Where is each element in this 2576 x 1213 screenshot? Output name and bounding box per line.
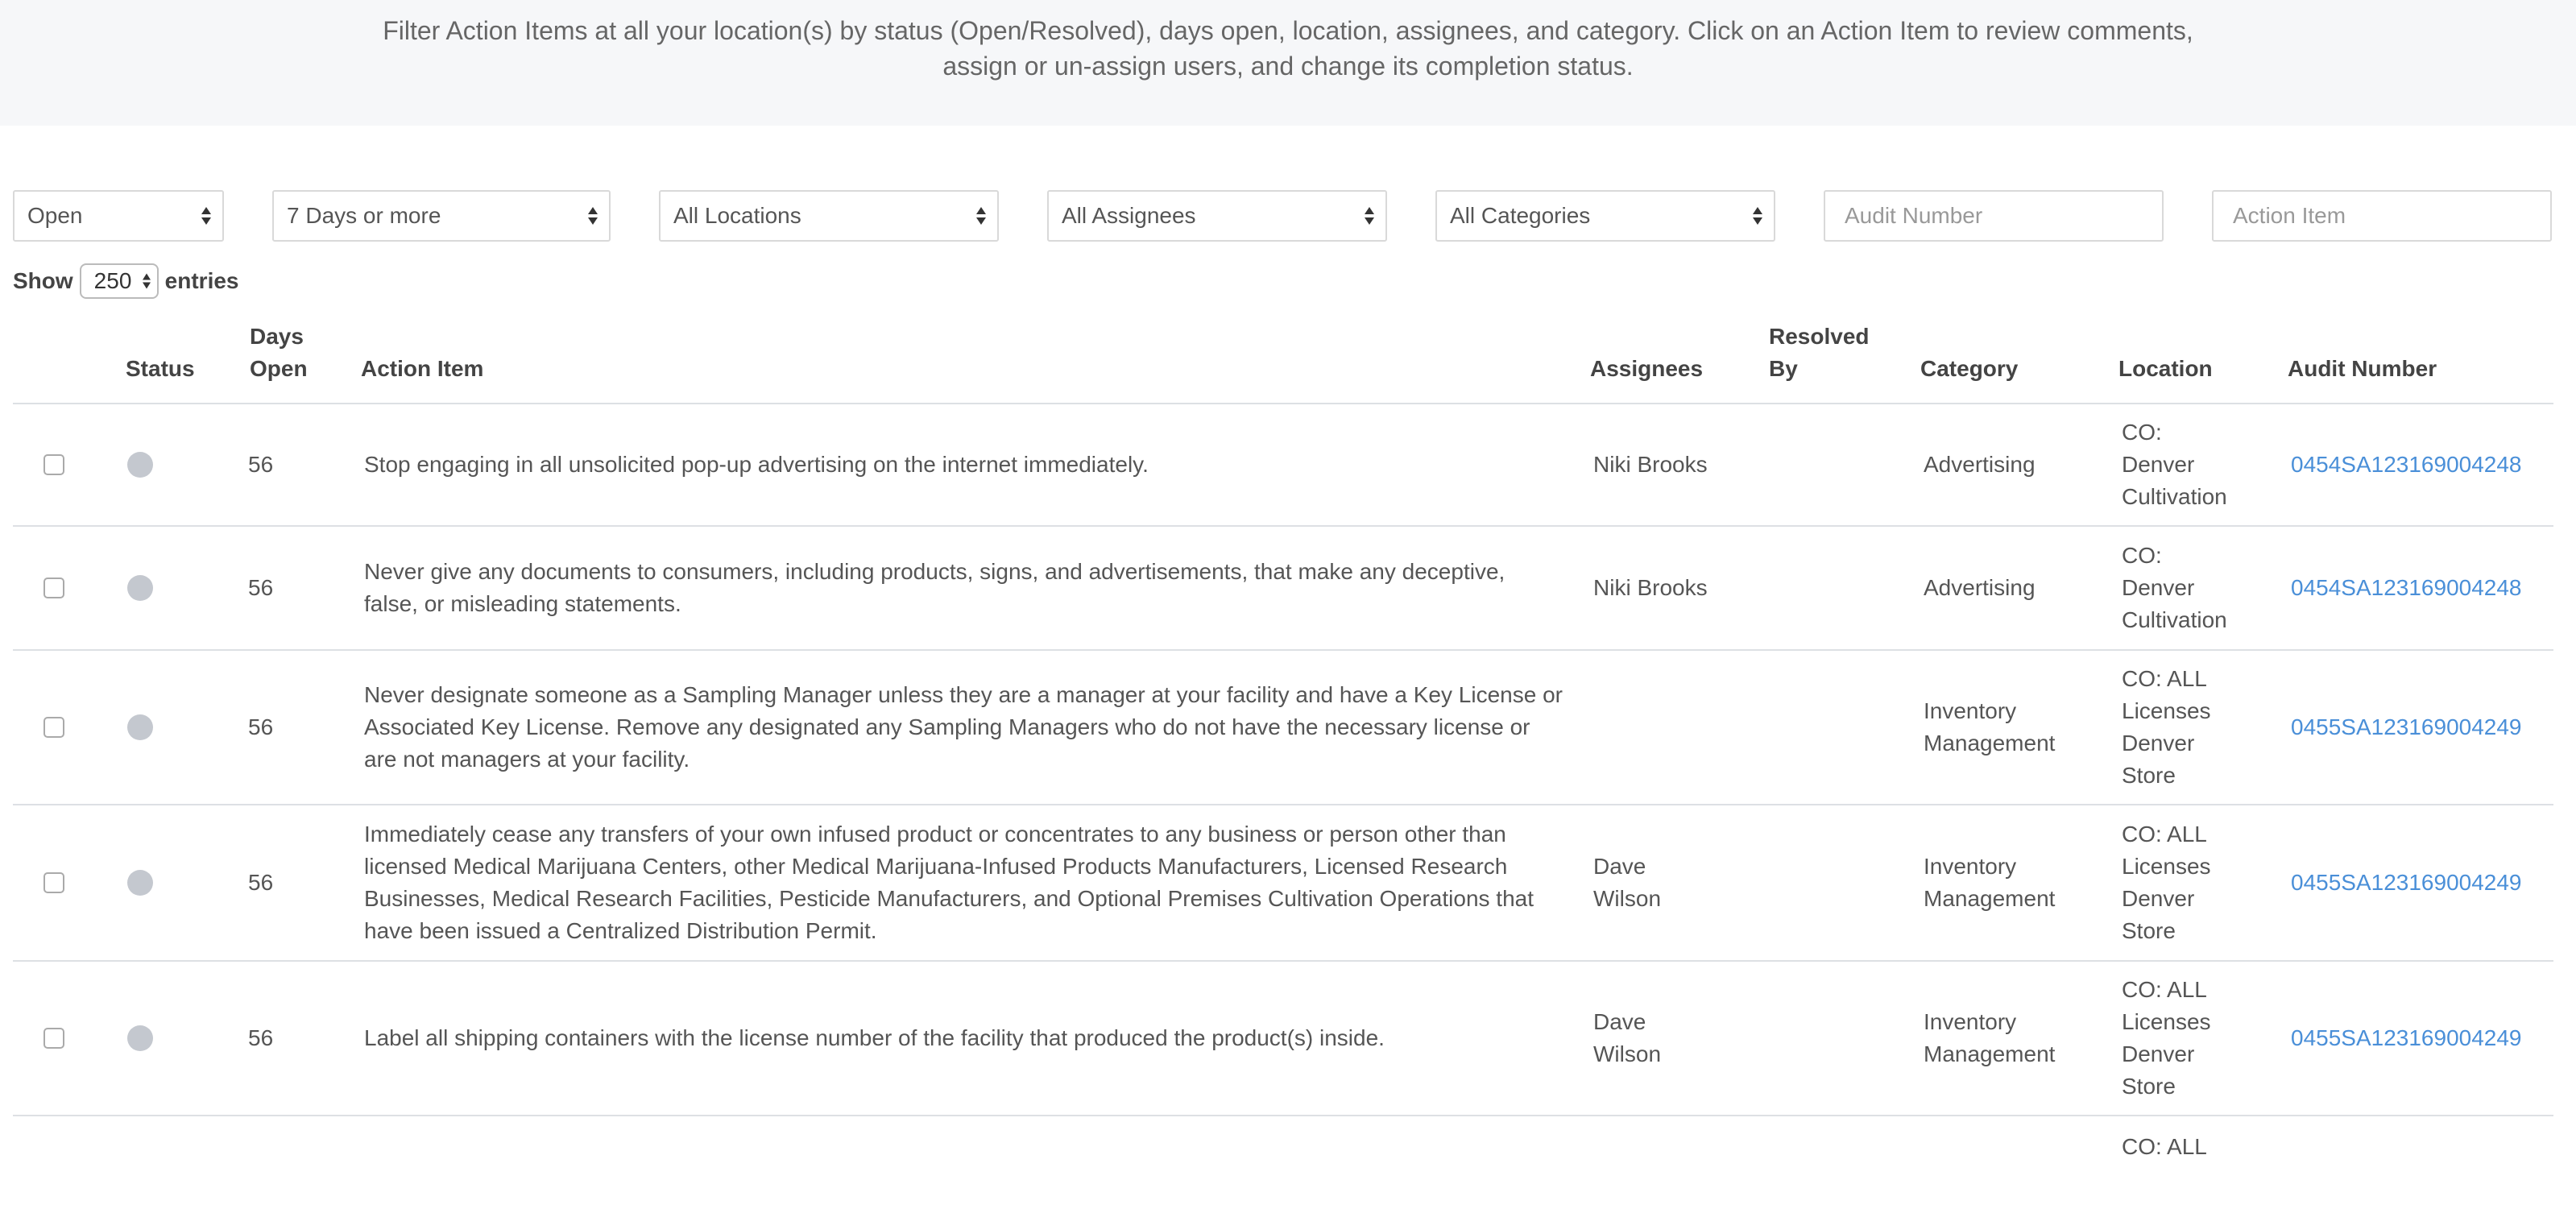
row-select-checkbox[interactable] (43, 454, 64, 475)
action-item-cell-line: have been issued a Centralized Distribution Permit. (364, 918, 877, 943)
header-resolved-by-line1: Resolved (1769, 324, 1870, 349)
action-item-cell-line: Associated Key License. Remove any designated any Sampling Managers who do not have the necessary license or (364, 714, 1530, 739)
audit-number-link[interactable]: 0455SA123169004249 (2291, 1025, 2522, 1050)
days-open-cell: 56 (248, 870, 274, 895)
location-cell-line: CO: ALL (2122, 666, 2207, 691)
entries-label: entries (164, 268, 239, 293)
status-select-value: Open (27, 203, 83, 228)
status-dot-icon (127, 714, 153, 740)
assignees-cell (1593, 1006, 1661, 1070)
action-item-cell-line: Businesses, Medical Research Facilities, Pesticide Manufacturers, and Optional Premises Cultivation Operations that (364, 886, 1534, 911)
location-cell-line: Store (2122, 918, 2176, 943)
location-cell-line: CO: (2122, 420, 2162, 445)
audit-number-input[interactable] (1824, 190, 2164, 242)
table-row[interactable] (13, 962, 2553, 1116)
table-row[interactable] (13, 527, 2553, 651)
action-item-cell-line: Immediately cease any transfers of your own infused product or concentrates to any business or person other than (364, 822, 1506, 847)
instructions-banner (0, 0, 2576, 126)
location-cell (2122, 1131, 2207, 1163)
action-item-cell[interactable] (364, 818, 1534, 947)
row-select-checkbox[interactable] (43, 1028, 64, 1049)
entries-count-value: 250 (93, 268, 132, 293)
location-cell (2122, 416, 2227, 513)
location-cell-line: Denver (2122, 1041, 2195, 1066)
location-cell-line: Licenses (2122, 698, 2211, 723)
days-open-cell: 56 (248, 575, 274, 600)
audit-number-link[interactable]: 0455SA123169004249 (2291, 870, 2522, 895)
header-days-open-line2: Open (250, 356, 308, 381)
location-cell-line: Cultivation (2122, 484, 2227, 509)
location-cell-line: Licenses (2122, 1009, 2211, 1034)
location-cell (2122, 540, 2227, 636)
header-resolved-by[interactable] (1769, 321, 1870, 385)
header-location[interactable]: Location (2118, 356, 2213, 381)
category-cell-line: Advertising (1924, 575, 2036, 600)
location-cell-line: Licenses (2122, 854, 2211, 879)
audit-number-link[interactable]: 0454SA123169004248 (2291, 575, 2522, 600)
action-items-table (13, 319, 2553, 1213)
instructions-line-1: Filter Action Items at all your location(s) by status (Open/Resolved), days open, location, assignees, and category. Click on an Action Item to review comments, (383, 16, 2193, 45)
category-cell-line: Management (1924, 886, 2056, 911)
assignee-select-value: All Assignees (1062, 203, 1196, 228)
category-cell (1924, 851, 2055, 915)
header-days-open[interactable] (250, 321, 308, 385)
table-row[interactable] (13, 1116, 2553, 1213)
action-item-cell-line: Never give any documents to consumers, including products, signs, and advertisements, that make any deceptive, (364, 559, 1505, 584)
status-dot-icon (127, 870, 153, 896)
header-days-open-line1: Days (250, 324, 304, 349)
category-cell-line: Advertising (1924, 452, 2036, 477)
select-arrows-icon (588, 207, 598, 225)
category-cell (1924, 449, 2036, 481)
select-arrows-icon (1753, 207, 1762, 225)
entries-length-control (13, 263, 239, 300)
audit-number-placeholder: Audit Number (1845, 203, 1983, 228)
days-open-cell: 56 (248, 452, 274, 477)
assignees-cell (1593, 449, 1708, 481)
category-cell-line: Inventory (1924, 854, 2017, 879)
location-cell-line: CO: ALL (2122, 977, 2207, 1002)
category-cell (1924, 572, 2036, 604)
select-arrows-icon (201, 207, 211, 225)
action-item-cell-line: Never designate someone as a Sampling Manager unless they are a manager at your facility and have a Key License or (364, 682, 1563, 707)
status-dot-icon (127, 1025, 153, 1051)
header-category[interactable]: Category (1920, 356, 2019, 381)
assignees-cell (1593, 572, 1708, 604)
assignees-cell-line: Niki Brooks (1593, 575, 1708, 600)
select-arrows-icon (143, 274, 151, 289)
location-cell (2122, 974, 2211, 1103)
select-arrows-icon (976, 207, 986, 225)
category-select-value: All Categories (1450, 203, 1591, 228)
header-resolved-by-line2: By (1769, 356, 1798, 381)
action-item-cell[interactable] (364, 1022, 1385, 1054)
location-cell-line: Denver (2122, 731, 2195, 756)
days-open-cell: 56 (248, 714, 274, 739)
action-item-placeholder: Action Item (2233, 203, 2346, 228)
select-arrows-icon (1365, 207, 1374, 225)
category-cell (1924, 1006, 2055, 1070)
assignees-cell-line: Wilson (1593, 886, 1662, 911)
action-item-input[interactable] (2212, 190, 2552, 242)
location-cell-line: CO: ALL (2122, 822, 2207, 847)
instructions-line-2: assign or un-assign users, and change its completion status. (942, 52, 1634, 81)
assignee-select[interactable] (1047, 190, 1387, 242)
days-open-select[interactable] (272, 190, 611, 242)
action-item-cell-line: licensed Medical Marijuana Centers, other Medical Marijuana-Infused Products Manufacturers, Licensed Research (364, 854, 1508, 879)
action-item-cell[interactable] (364, 679, 1563, 776)
audit-number-link[interactable]: 0454SA123169004248 (2291, 452, 2522, 477)
action-item-cell-line: Stop engaging in all unsolicited pop-up advertising on the internet immediately. (364, 452, 1149, 477)
filter-bar (13, 190, 2563, 242)
table-row[interactable] (13, 651, 2553, 805)
header-action-item[interactable]: Action Item (361, 356, 484, 381)
status-select[interactable] (13, 190, 224, 242)
action-item-cell-line: false, or misleading statements. (364, 591, 681, 616)
status-dot-icon (127, 452, 153, 478)
assignees-cell-line: Wilson (1593, 1041, 1662, 1066)
location-cell (2122, 818, 2211, 947)
header-audit-number[interactable]: Audit Number (2288, 356, 2437, 381)
assignees-cell (1593, 851, 1661, 915)
row-select-checkbox[interactable] (43, 872, 64, 893)
show-label: Show (13, 268, 73, 293)
category-cell-line: Inventory (1924, 1009, 2017, 1034)
action-item-cell[interactable] (364, 449, 1149, 481)
category-cell-line: Management (1924, 1041, 2056, 1066)
assignees-cell-line: Dave (1593, 1009, 1646, 1034)
days-open-cell: 56 (248, 1025, 274, 1050)
header-status[interactable]: Status (126, 356, 195, 381)
category-cell-line: Inventory (1924, 698, 2017, 723)
location-cell-line: Cultivation (2122, 607, 2227, 632)
table-body (13, 404, 2553, 1213)
table-row[interactable] (13, 404, 2553, 527)
assignees-cell-line: Niki Brooks (1593, 452, 1708, 477)
status-dot-icon (127, 575, 153, 601)
location-cell-line: CO: ALL (2122, 1134, 2207, 1159)
table-row[interactable] (13, 805, 2553, 962)
location-select-value: All Locations (673, 203, 801, 228)
row-select-checkbox[interactable] (43, 717, 64, 738)
location-cell-line: Denver (2122, 886, 2195, 911)
table-header (13, 319, 2553, 404)
action-item-cell-line: Label all shipping containers with the license number of the facility that produced the product(s) inside. (364, 1025, 1385, 1050)
category-select[interactable] (1435, 190, 1775, 242)
action-item-cell-line: are not managers at your facility. (364, 747, 690, 772)
assignees-cell-line: Dave (1593, 854, 1646, 879)
audit-number-link[interactable]: 0455SA123169004249 (2291, 714, 2522, 739)
entries-count-select[interactable] (80, 263, 159, 299)
category-cell-line: Management (1924, 731, 2056, 756)
location-cell-line: CO: (2122, 543, 2162, 568)
category-cell (1924, 695, 2055, 760)
header-assignees[interactable]: Assignees (1590, 356, 1704, 381)
location-cell-line: Denver (2122, 452, 2195, 477)
location-cell-line: Store (2122, 1074, 2176, 1099)
row-select-checkbox[interactable] (43, 578, 64, 598)
action-item-cell[interactable] (364, 556, 1505, 620)
location-cell-line: Denver (2122, 575, 2195, 600)
location-cell-line: Store (2122, 763, 2176, 788)
location-cell (2122, 663, 2211, 792)
location-select[interactable] (659, 190, 999, 242)
days-open-select-value: 7 Days or more (287, 203, 441, 228)
